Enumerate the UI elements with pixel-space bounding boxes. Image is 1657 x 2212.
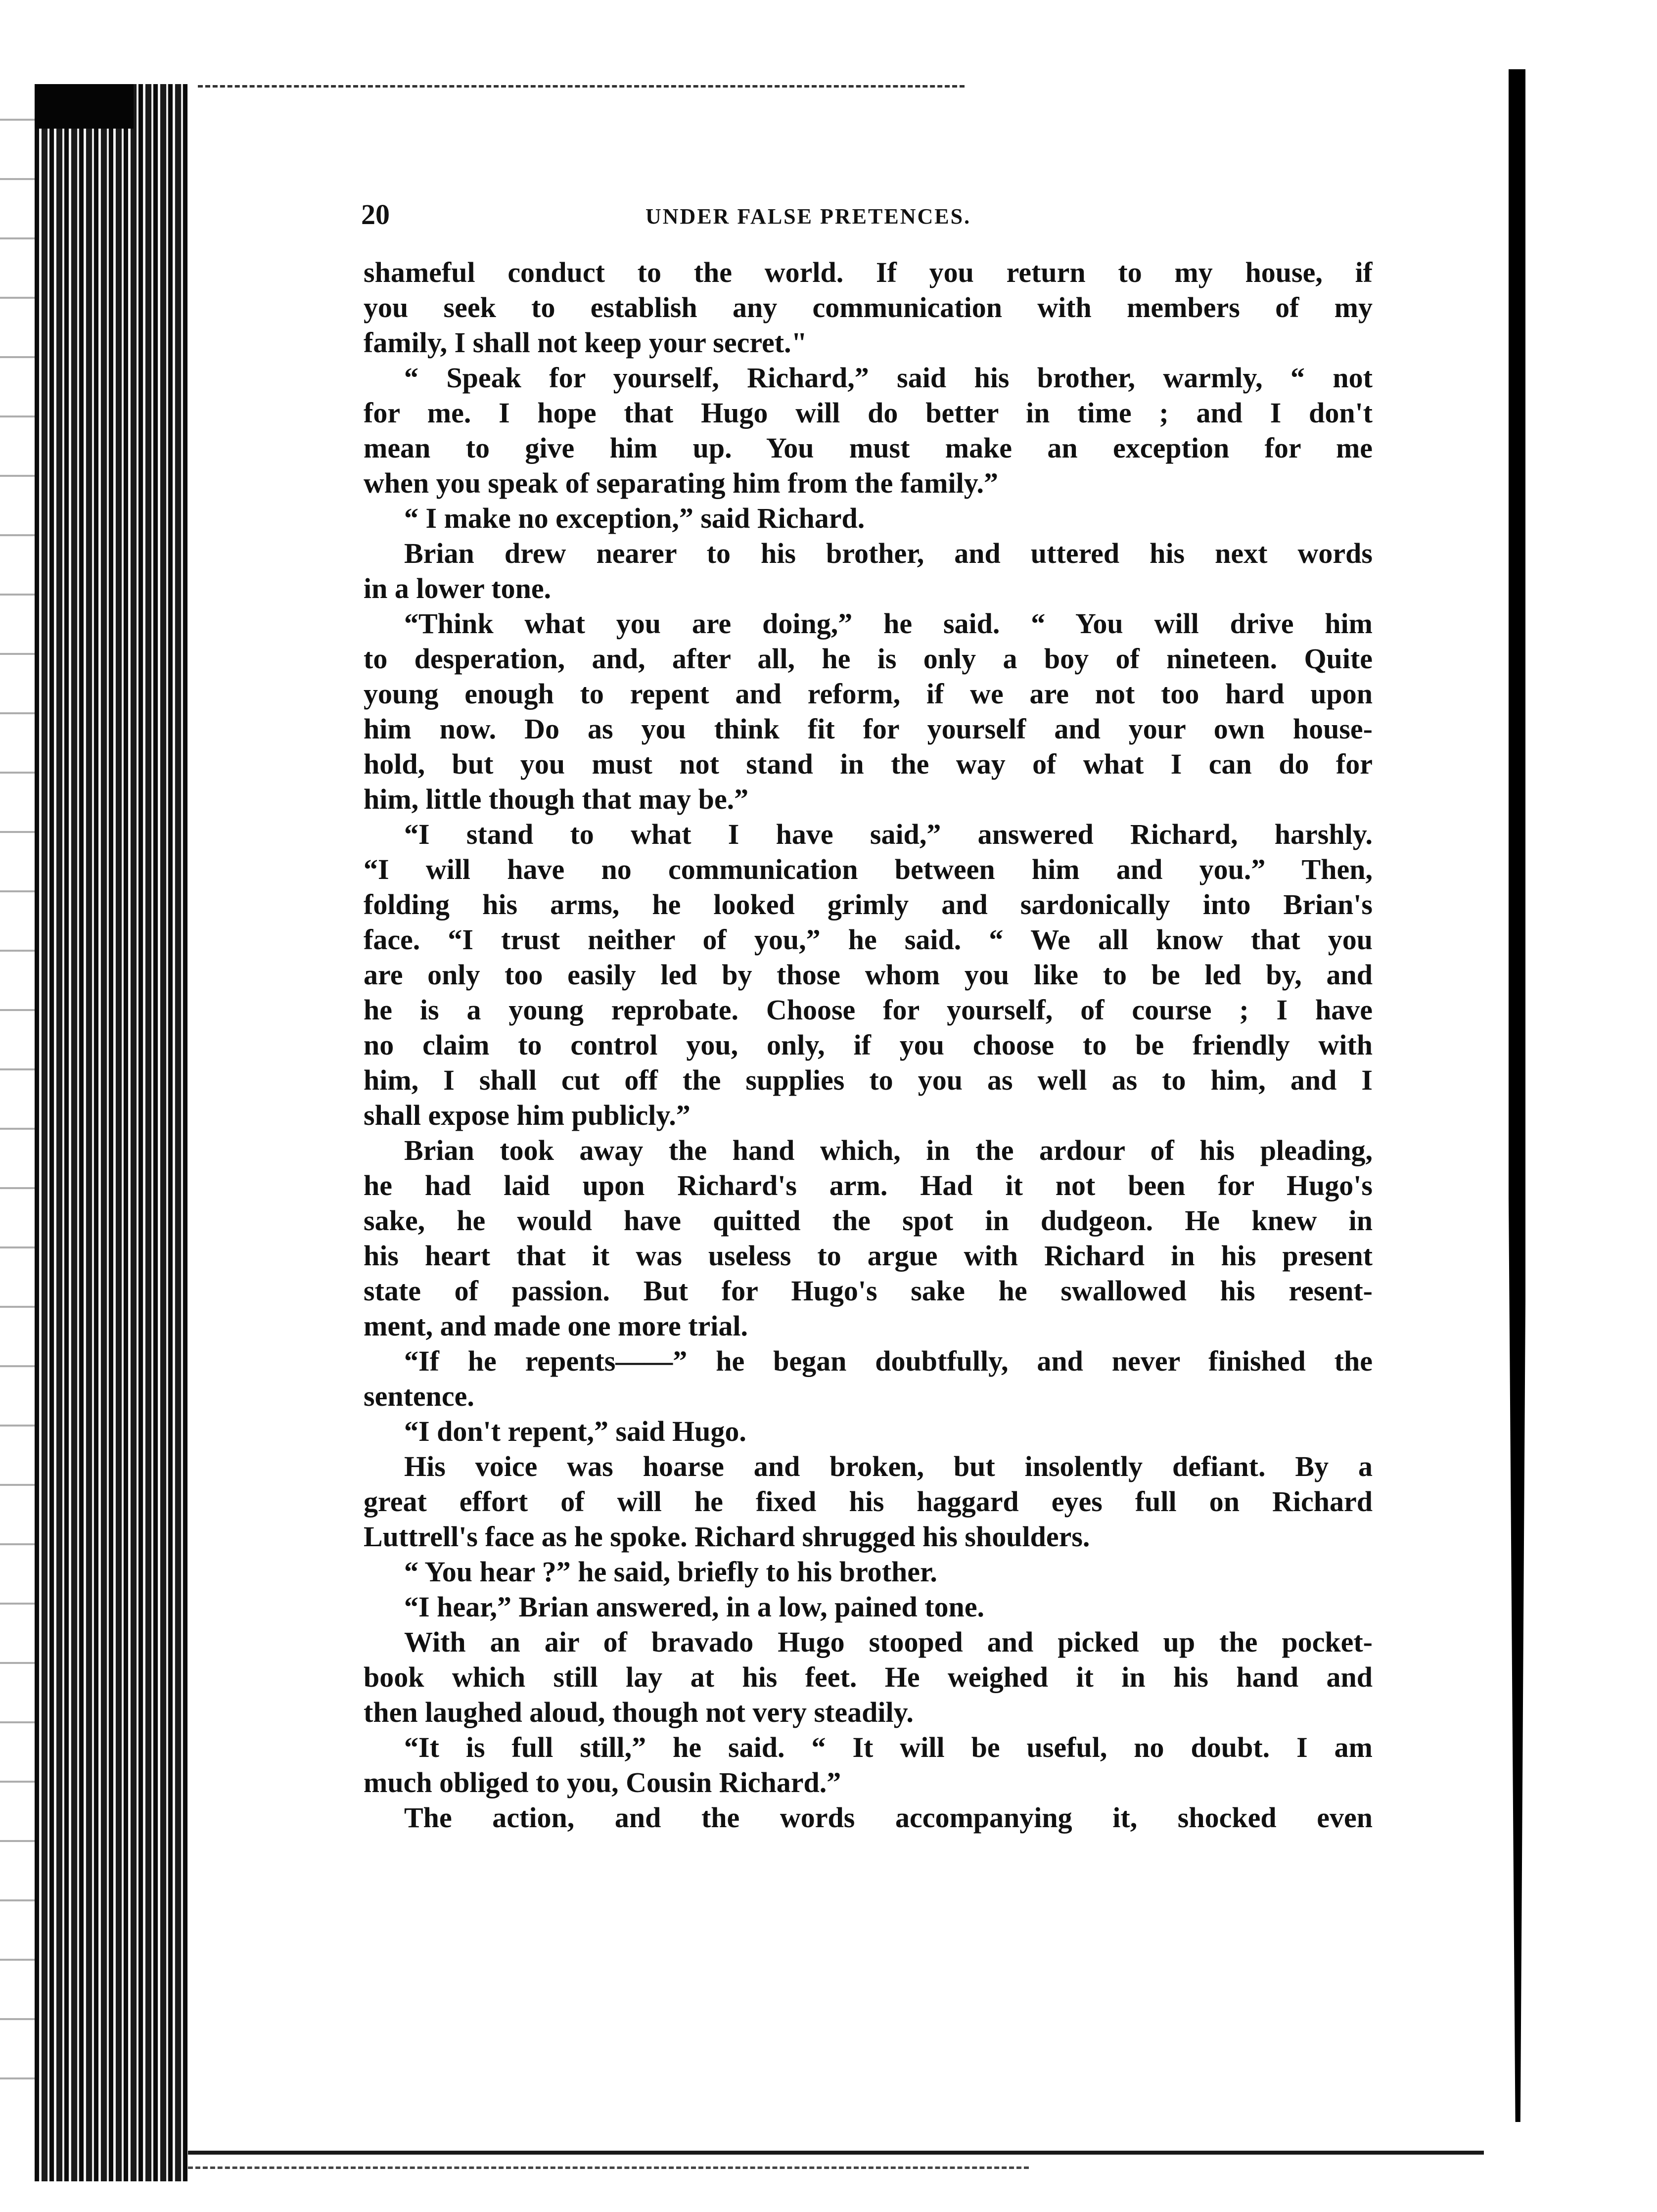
text-line: shameful conduct to the world. If you return to my house, if (364, 256, 1373, 288)
text-line: “It is full still,” he said. “ It will be useful, no doubt. I am (404, 1731, 1373, 1763)
text-line: sentence. (364, 1380, 474, 1412)
text-line: family, I shall not keep your secret." (364, 326, 807, 359)
page-right-edge-shadow (1509, 69, 1525, 2122)
text-line: His voice was hoarse and broken, but insolently defiant. By a (404, 1450, 1373, 1482)
text-line: for me. I hope that Hugo will do better in time ; and I don't (364, 397, 1373, 429)
text-line: state of passion. But for Hugo's sake he swallowed his resent- (364, 1275, 1373, 1307)
text-line: his heart that it was useless to argue with Richard in his present (364, 1240, 1373, 1272)
text-line: Brian took away the hand which, in the ardour of his pleading, (404, 1134, 1373, 1166)
book-spine-shadow (35, 84, 134, 129)
text-line: “I don't repent,” said Hugo. (404, 1415, 746, 1447)
text-line: “I hear,” Brian answered, in a low, pained tone. (404, 1591, 985, 1623)
text-line: when you speak of separating him from the family.” (364, 467, 999, 499)
text-line: With an air of bravado Hugo stooped and picked up the pocket- (404, 1626, 1373, 1658)
scan-speckle (0, 99, 40, 2127)
text-line: hold, but you must not stand in the way of what I can do for (364, 748, 1373, 780)
text-line: him, little though that may be.” (364, 783, 749, 815)
text-line: “ You hear ?” he said, briefly to his brother. (404, 1556, 937, 1588)
text-line: mean to give him up. You must make an exception for me (364, 432, 1373, 464)
scan-top-border (198, 85, 965, 88)
text-line: book which still lay at his feet. He weighed it in his hand and (364, 1661, 1373, 1693)
text-line: “ I make no exception,” said Richard. (404, 502, 865, 534)
text-line: he is a young reprobate. Choose for yourself, of course ; I have (364, 994, 1373, 1026)
text-line: “I stand to what I have said,” answered Richard, harshly. (404, 818, 1373, 850)
page-number: 20 (361, 198, 390, 230)
text-line: sake, he would have quitted the spot in dudgeon. He knew in (364, 1204, 1373, 1237)
running-title: UNDER FALSE PRETENCES. (645, 204, 971, 229)
text-line: are only too easily led by those whom you like to be led by, and (364, 959, 1373, 991)
text-line: to desperation, and, after all, he is only a boy of nineteen. Quite (364, 643, 1373, 675)
text-line: face. “I trust neither of you,” he said. “ We all know that you (364, 923, 1373, 956)
running-header (361, 198, 1400, 232)
text-line: you seek to establish any communication with members of my (364, 291, 1373, 323)
text-line: “If he repents——” he began doubtfully, and never finished the (404, 1345, 1373, 1377)
text-line: folding his arms, he looked grimly and sardonically into Brian's (364, 888, 1373, 921)
text-line: no claim to control you, only, if you choose to be friendly with (364, 1029, 1373, 1061)
text-line: then laughed aloud, though not very steadily. (364, 1696, 914, 1728)
text-line: he had laid upon Richard's arm. Had it not been for Hugo's (364, 1169, 1373, 1201)
body-text (364, 255, 1373, 1835)
text-line: him now. Do as you think fit for yourself and your own house- (364, 713, 1373, 745)
text-line: ment, and made one more trial. (364, 1310, 748, 1342)
text-line: him, I shall cut off the supplies to you as well as to him, and I (364, 1064, 1373, 1096)
scan-bottom-border-dashed (188, 2166, 1029, 2169)
scan-bottom-border (188, 2151, 1484, 2155)
text-line: young enough to repent and reform, if we are not too hard upon (364, 678, 1373, 710)
text-line: in a lower tone. (364, 572, 552, 604)
text-line: “I will have no communication between him and you.” Then, (364, 853, 1373, 885)
book-spine-edge (35, 84, 188, 2181)
text-line: shall expose him publicly.” (364, 1099, 690, 1131)
text-line: Brian drew nearer to his brother, and uttered his next words (404, 537, 1373, 569)
text-line: The action, and the words accompanying it, shocked even (404, 1801, 1373, 1834)
text-line: “ Speak for yourself, Richard,” said his brother, warmly, “ not (404, 362, 1373, 394)
text-line: Luttrell's face as he spoke. Richard shrugged his shoulders. (364, 1521, 1090, 1553)
text-line: much obliged to you, Cousin Richard.” (364, 1766, 841, 1798)
text-line: “Think what you are doing,” he said. “ You will drive him (404, 607, 1373, 640)
text-line: great effort of will he fixed his haggard eyes full on Richard (364, 1485, 1373, 1518)
